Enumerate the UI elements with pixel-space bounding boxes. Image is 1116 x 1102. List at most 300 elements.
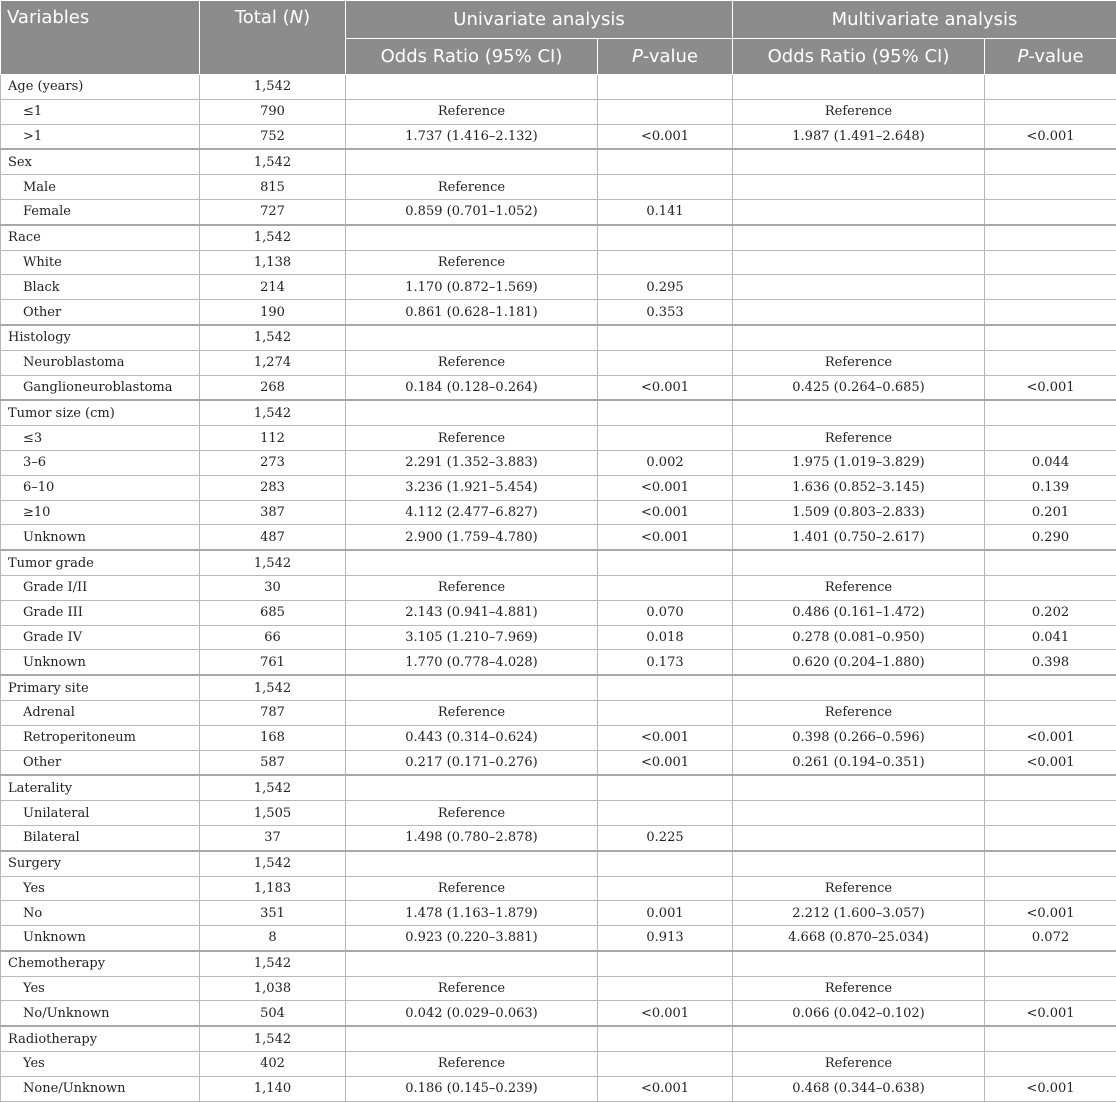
cell-multivariate-or: Reference — [733, 876, 985, 901]
cell-univariate-p — [598, 99, 733, 124]
cell-multivariate-p: <0.001 — [985, 750, 1116, 775]
cell-univariate-or: Reference — [346, 976, 598, 1001]
cell-multivariate-or — [733, 199, 985, 224]
cell-multivariate-or — [733, 250, 985, 275]
cell-univariate-or: Reference — [346, 1052, 598, 1077]
cell-variable: ≥10 — [1, 500, 200, 525]
cell-variable: Histology — [1, 325, 200, 350]
table-row — [1, 851, 1116, 876]
header-univariate: Univariate analysis — [346, 1, 733, 39]
cell-variable: Unilateral — [1, 801, 200, 826]
header-total-n: N — [290, 7, 303, 28]
cell-univariate-or — [346, 1026, 598, 1051]
cell-total: 66 — [200, 625, 346, 650]
cell-total: 1,542 — [200, 550, 346, 575]
cell-univariate-p: <0.001 — [598, 124, 733, 149]
cell-multivariate-p — [985, 876, 1116, 901]
cell-univariate-or: Reference — [346, 700, 598, 725]
cell-multivariate-p — [985, 426, 1116, 451]
cell-multivariate-or: 4.668 (0.870–25.034) — [733, 926, 985, 951]
cell-total: 487 — [200, 525, 346, 550]
cell-multivariate-or: Reference — [733, 99, 985, 124]
cell-multivariate-p — [985, 300, 1116, 325]
cell-univariate-p — [598, 426, 733, 451]
cell-multivariate-p: 0.202 — [985, 600, 1116, 625]
cell-univariate-p — [598, 250, 733, 275]
table-row — [1, 525, 1116, 550]
cell-multivariate-or — [733, 325, 985, 350]
cell-multivariate-p — [985, 1026, 1116, 1051]
cell-univariate-p — [598, 876, 733, 901]
cell-multivariate-p — [985, 275, 1116, 300]
cell-univariate-p: <0.001 — [598, 1076, 733, 1101]
cell-multivariate-or — [733, 851, 985, 876]
cell-variable: No — [1, 901, 200, 926]
table-row — [1, 275, 1116, 300]
table-row — [1, 1076, 1116, 1101]
cell-multivariate-p: <0.001 — [985, 1076, 1116, 1101]
header-uni-p-rest: -value — [643, 46, 698, 67]
cell-multivariate-or: 1.636 (0.852–3.145) — [733, 475, 985, 500]
cell-univariate-p: 0.001 — [598, 901, 733, 926]
cell-univariate-p: <0.001 — [598, 500, 733, 525]
cell-univariate-p: 0.225 — [598, 825, 733, 850]
cell-multivariate-or — [733, 149, 985, 174]
cell-univariate-or — [346, 675, 598, 700]
cell-univariate-p: <0.001 — [598, 375, 733, 400]
cell-total: 190 — [200, 300, 346, 325]
cell-univariate-or — [346, 149, 598, 174]
cell-total: 1,542 — [200, 149, 346, 174]
cell-univariate-p — [598, 75, 733, 100]
cell-multivariate-p: 0.044 — [985, 450, 1116, 475]
cell-univariate-or — [346, 400, 598, 425]
table-row — [1, 250, 1116, 275]
cell-variable: 6–10 — [1, 475, 200, 500]
cell-variable: Ganglioneuroblastoma — [1, 375, 200, 400]
cell-multivariate-p: 0.139 — [985, 475, 1116, 500]
cell-univariate-or: 0.042 (0.029–0.063) — [346, 1001, 598, 1026]
cell-multivariate-p: <0.001 — [985, 901, 1116, 926]
header-total-text: Total ( — [235, 7, 290, 28]
header-multi-or: Odds Ratio (95% CI) — [733, 39, 985, 75]
cell-multivariate-p: 0.072 — [985, 926, 1116, 951]
header-multi-p-rest: -value — [1028, 46, 1083, 67]
table-row — [1, 725, 1116, 750]
cell-variable: Grade IV — [1, 625, 200, 650]
table-row — [1, 475, 1116, 500]
cell-univariate-p — [598, 775, 733, 800]
cell-total: 1,542 — [200, 225, 346, 250]
table-row — [1, 775, 1116, 800]
cell-univariate-or — [346, 550, 598, 575]
cell-univariate-p — [598, 325, 733, 350]
cell-univariate-or: 1.478 (1.163–1.879) — [346, 901, 598, 926]
cell-multivariate-p — [985, 1052, 1116, 1077]
cell-multivariate-p — [985, 75, 1116, 100]
table-body — [1, 75, 1116, 1102]
cell-univariate-or: Reference — [346, 876, 598, 901]
cell-univariate-p — [598, 175, 733, 200]
table-row — [1, 375, 1116, 400]
cell-univariate-or: 1.498 (0.780–2.878) — [346, 825, 598, 850]
cell-variable: White — [1, 250, 200, 275]
table-row — [1, 350, 1116, 375]
table-row — [1, 575, 1116, 600]
cell-univariate-or — [346, 775, 598, 800]
cell-multivariate-or — [733, 801, 985, 826]
cell-variable: None/Unknown — [1, 1076, 200, 1101]
cell-variable: Adrenal — [1, 700, 200, 725]
cell-multivariate-p — [985, 851, 1116, 876]
cell-multivariate-p — [985, 99, 1116, 124]
cell-univariate-p — [598, 801, 733, 826]
cell-univariate-p — [598, 1052, 733, 1077]
cell-multivariate-or — [733, 775, 985, 800]
cell-multivariate-or: 0.468 (0.344–0.638) — [733, 1076, 985, 1101]
cell-total: 752 — [200, 124, 346, 149]
cell-multivariate-or — [733, 75, 985, 100]
cell-univariate-or: 3.105 (1.210–7.969) — [346, 625, 598, 650]
header-variables: Variables — [1, 1, 200, 75]
cell-multivariate-or — [733, 1026, 985, 1051]
table-row — [1, 225, 1116, 250]
table-row — [1, 1001, 1116, 1026]
cell-multivariate-or: 1.987 (1.491–2.648) — [733, 124, 985, 149]
cell-multivariate-or: Reference — [733, 976, 985, 1001]
cell-multivariate-p: <0.001 — [985, 725, 1116, 750]
cell-total: 112 — [200, 426, 346, 451]
cell-variable: Grade I/II — [1, 575, 200, 600]
cell-univariate-or: 3.236 (1.921–5.454) — [346, 475, 598, 500]
cell-variable: Tumor size (cm) — [1, 400, 200, 425]
cell-univariate-or: 2.143 (0.941–4.881) — [346, 600, 598, 625]
cell-multivariate-or: 2.212 (1.600–3.057) — [733, 901, 985, 926]
table-row — [1, 700, 1116, 725]
cell-total: 168 — [200, 725, 346, 750]
cell-multivariate-or: 1.975 (1.019–3.829) — [733, 450, 985, 475]
cell-total: 214 — [200, 275, 346, 300]
cell-univariate-p: <0.001 — [598, 750, 733, 775]
cell-univariate-or: Reference — [346, 350, 598, 375]
cell-total: 30 — [200, 575, 346, 600]
table-row — [1, 325, 1116, 350]
cell-multivariate-or — [733, 550, 985, 575]
cell-variable: Age (years) — [1, 75, 200, 100]
table-row — [1, 199, 1116, 224]
header-multi-p — [985, 39, 1116, 75]
table-row — [1, 99, 1116, 124]
cell-multivariate-or: 0.278 (0.081–0.950) — [733, 625, 985, 650]
cell-multivariate-or: 1.509 (0.803–2.833) — [733, 500, 985, 525]
cell-total: 790 — [200, 99, 346, 124]
cell-multivariate-or — [733, 825, 985, 850]
cell-univariate-p: 0.353 — [598, 300, 733, 325]
cell-univariate-or: 1.737 (1.416–2.132) — [346, 124, 598, 149]
cell-multivariate-or: 0.486 (0.161–1.472) — [733, 600, 985, 625]
cell-total: 1,542 — [200, 951, 346, 976]
cell-multivariate-or — [733, 400, 985, 425]
cell-variable: Other — [1, 300, 200, 325]
table-row — [1, 149, 1116, 174]
cell-multivariate-p: 0.041 — [985, 625, 1116, 650]
cell-univariate-p: 0.002 — [598, 450, 733, 475]
table-row — [1, 300, 1116, 325]
cell-univariate-p — [598, 951, 733, 976]
cell-univariate-p — [598, 575, 733, 600]
cell-multivariate-p — [985, 951, 1116, 976]
cell-total: 283 — [200, 475, 346, 500]
cell-variable: Race — [1, 225, 200, 250]
table-row — [1, 951, 1116, 976]
cell-univariate-or: Reference — [346, 175, 598, 200]
cell-total: 787 — [200, 700, 346, 725]
cell-total: 1,542 — [200, 75, 346, 100]
cell-variable: Surgery — [1, 851, 200, 876]
cell-univariate-or: 0.923 (0.220–3.881) — [346, 926, 598, 951]
cell-variable: Primary site — [1, 675, 200, 700]
table-row — [1, 876, 1116, 901]
cell-variable: Retroperitoneum — [1, 725, 200, 750]
cell-multivariate-p: 0.290 — [985, 525, 1116, 550]
cell-univariate-p — [598, 350, 733, 375]
cell-multivariate-or: Reference — [733, 575, 985, 600]
cell-variable: ≤3 — [1, 426, 200, 451]
cell-multivariate-p — [985, 250, 1116, 275]
cell-variable: Neuroblastoma — [1, 350, 200, 375]
cell-multivariate-or: Reference — [733, 426, 985, 451]
cell-total: 587 — [200, 750, 346, 775]
table-header — [1, 1, 1116, 75]
cell-univariate-or: 0.861 (0.628–1.181) — [346, 300, 598, 325]
cell-multivariate-p: 0.398 — [985, 650, 1116, 675]
cell-variable: ≤1 — [1, 99, 200, 124]
cell-variable: Laterality — [1, 775, 200, 800]
cell-variable: Radiotherapy — [1, 1026, 200, 1051]
cell-total: 1,038 — [200, 976, 346, 1001]
cell-multivariate-or: 0.066 (0.042–0.102) — [733, 1001, 985, 1026]
cell-total: 727 — [200, 199, 346, 224]
header-multi-p-italic: P — [1017, 46, 1028, 67]
cell-multivariate-p — [985, 775, 1116, 800]
cell-multivariate-or — [733, 675, 985, 700]
cell-total: 1,542 — [200, 1026, 346, 1051]
cell-multivariate-p — [985, 175, 1116, 200]
cell-univariate-or: 2.291 (1.352–3.883) — [346, 450, 598, 475]
table-row — [1, 500, 1116, 525]
cell-univariate-p — [598, 225, 733, 250]
cell-total: 685 — [200, 600, 346, 625]
table-row — [1, 976, 1116, 1001]
cell-total: 761 — [200, 650, 346, 675]
table-row — [1, 750, 1116, 775]
cell-univariate-or: 0.184 (0.128–0.264) — [346, 375, 598, 400]
cell-multivariate-or: 0.261 (0.194–0.351) — [733, 750, 985, 775]
cell-univariate-p — [598, 400, 733, 425]
cell-multivariate-p — [985, 675, 1116, 700]
cell-multivariate-p — [985, 199, 1116, 224]
cell-variable: Grade III — [1, 600, 200, 625]
cell-total: 1,542 — [200, 851, 346, 876]
table-row — [1, 75, 1116, 100]
cell-multivariate-or — [733, 175, 985, 200]
cell-total: 351 — [200, 901, 346, 926]
cell-multivariate-p — [985, 149, 1116, 174]
cell-total: 1,542 — [200, 775, 346, 800]
cell-multivariate-or: Reference — [733, 1052, 985, 1077]
cell-total: 402 — [200, 1052, 346, 1077]
cell-univariate-or: Reference — [346, 801, 598, 826]
table-row — [1, 625, 1116, 650]
cell-multivariate-p — [985, 575, 1116, 600]
cell-multivariate-or — [733, 275, 985, 300]
cell-univariate-or: 2.900 (1.759–4.780) — [346, 525, 598, 550]
table-row — [1, 650, 1116, 675]
cell-multivariate-or: 0.425 (0.264–0.685) — [733, 375, 985, 400]
table-row — [1, 600, 1116, 625]
cell-univariate-or — [346, 75, 598, 100]
cell-variable: No/Unknown — [1, 1001, 200, 1026]
cell-variable: >1 — [1, 124, 200, 149]
cell-multivariate-or: Reference — [733, 350, 985, 375]
header-uni-p — [598, 39, 733, 75]
table-row — [1, 550, 1116, 575]
cell-variable: Yes — [1, 876, 200, 901]
cell-variable: Other — [1, 750, 200, 775]
cell-variable: Yes — [1, 976, 200, 1001]
cell-multivariate-p — [985, 550, 1116, 575]
cell-total: 37 — [200, 825, 346, 850]
table-row — [1, 675, 1116, 700]
cell-total: 8 — [200, 926, 346, 951]
cell-univariate-or: Reference — [346, 426, 598, 451]
header-uni-or: Odds Ratio (95% CI) — [346, 39, 598, 75]
cell-multivariate-p — [985, 825, 1116, 850]
cell-univariate-or: 0.443 (0.314–0.624) — [346, 725, 598, 750]
cell-multivariate-p — [985, 400, 1116, 425]
cell-total: 387 — [200, 500, 346, 525]
header-total — [200, 1, 346, 75]
cell-variable: Tumor grade — [1, 550, 200, 575]
cell-variable: Unknown — [1, 525, 200, 550]
table-row — [1, 801, 1116, 826]
cell-variable: Female — [1, 199, 200, 224]
cell-total: 1,140 — [200, 1076, 346, 1101]
cell-univariate-p — [598, 1026, 733, 1051]
cell-univariate-or — [346, 225, 598, 250]
cell-variable: Bilateral — [1, 825, 200, 850]
cell-univariate-or: 4.112 (2.477–6.827) — [346, 500, 598, 525]
cell-multivariate-p — [985, 225, 1116, 250]
cell-univariate-p: 0.070 — [598, 600, 733, 625]
cell-multivariate-p — [985, 700, 1116, 725]
cell-multivariate-p: 0.201 — [985, 500, 1116, 525]
table-row — [1, 124, 1116, 149]
cell-variable: Male — [1, 175, 200, 200]
cell-total: 1,542 — [200, 400, 346, 425]
cell-multivariate-or: 1.401 (0.750–2.617) — [733, 525, 985, 550]
cell-univariate-p — [598, 700, 733, 725]
cell-univariate-p — [598, 976, 733, 1001]
table-row — [1, 450, 1116, 475]
cell-total: 1,138 — [200, 250, 346, 275]
cell-univariate-p: <0.001 — [598, 475, 733, 500]
cell-multivariate-p: <0.001 — [985, 124, 1116, 149]
cell-total: 1,505 — [200, 801, 346, 826]
cell-total: 268 — [200, 375, 346, 400]
cell-multivariate-or: 0.398 (0.266–0.596) — [733, 725, 985, 750]
cell-univariate-p — [598, 550, 733, 575]
cell-univariate-or: 0.859 (0.701–1.052) — [346, 199, 598, 224]
cell-multivariate-p — [985, 350, 1116, 375]
cell-multivariate-p: <0.001 — [985, 375, 1116, 400]
cell-multivariate-or: Reference — [733, 700, 985, 725]
cell-total: 1,542 — [200, 325, 346, 350]
header-uni-p-italic: P — [632, 46, 643, 67]
cell-total: 1,183 — [200, 876, 346, 901]
cell-univariate-or: 0.217 (0.171–0.276) — [346, 750, 598, 775]
cell-multivariate-or — [733, 951, 985, 976]
cell-univariate-p: 0.141 — [598, 199, 733, 224]
cell-multivariate-or: 0.620 (0.204–1.880) — [733, 650, 985, 675]
header-total-close: ) — [303, 7, 310, 28]
cell-total: 504 — [200, 1001, 346, 1026]
cell-univariate-p: 0.018 — [598, 625, 733, 650]
cell-univariate-or: Reference — [346, 250, 598, 275]
cell-univariate-p: 0.173 — [598, 650, 733, 675]
cell-multivariate-p: <0.001 — [985, 1001, 1116, 1026]
cell-univariate-or: 1.770 (0.778–4.028) — [346, 650, 598, 675]
cell-multivariate-or — [733, 300, 985, 325]
cell-multivariate-p — [985, 325, 1116, 350]
cell-univariate-p — [598, 675, 733, 700]
cell-variable: Unknown — [1, 650, 200, 675]
cell-variable: Black — [1, 275, 200, 300]
cell-univariate-p: <0.001 — [598, 725, 733, 750]
cell-variable: Yes — [1, 1052, 200, 1077]
header-multivariate: Multivariate analysis — [733, 1, 1116, 39]
cell-univariate-p — [598, 149, 733, 174]
table-row — [1, 825, 1116, 850]
cell-univariate-p: <0.001 — [598, 525, 733, 550]
cell-univariate-p — [598, 851, 733, 876]
cell-variable: Sex — [1, 149, 200, 174]
table-row — [1, 426, 1116, 451]
cell-univariate-p: 0.295 — [598, 275, 733, 300]
cell-univariate-or: 0.186 (0.145–0.239) — [346, 1076, 598, 1101]
cell-total: 815 — [200, 175, 346, 200]
cell-multivariate-p — [985, 801, 1116, 826]
cell-univariate-or — [346, 325, 598, 350]
cell-univariate-or — [346, 951, 598, 976]
cell-variable: Chemotherapy — [1, 951, 200, 976]
cell-multivariate-or — [733, 225, 985, 250]
table-row — [1, 901, 1116, 926]
cell-univariate-p: <0.001 — [598, 1001, 733, 1026]
cell-variable: Unknown — [1, 926, 200, 951]
table-row — [1, 1052, 1116, 1077]
table-row — [1, 1026, 1116, 1051]
table-row — [1, 926, 1116, 951]
cell-total: 1,542 — [200, 675, 346, 700]
cell-univariate-or: Reference — [346, 575, 598, 600]
cell-univariate-p: 0.913 — [598, 926, 733, 951]
cell-univariate-or: Reference — [346, 99, 598, 124]
table-row — [1, 175, 1116, 200]
table-row — [1, 400, 1116, 425]
cell-total: 273 — [200, 450, 346, 475]
cell-univariate-or — [346, 851, 598, 876]
